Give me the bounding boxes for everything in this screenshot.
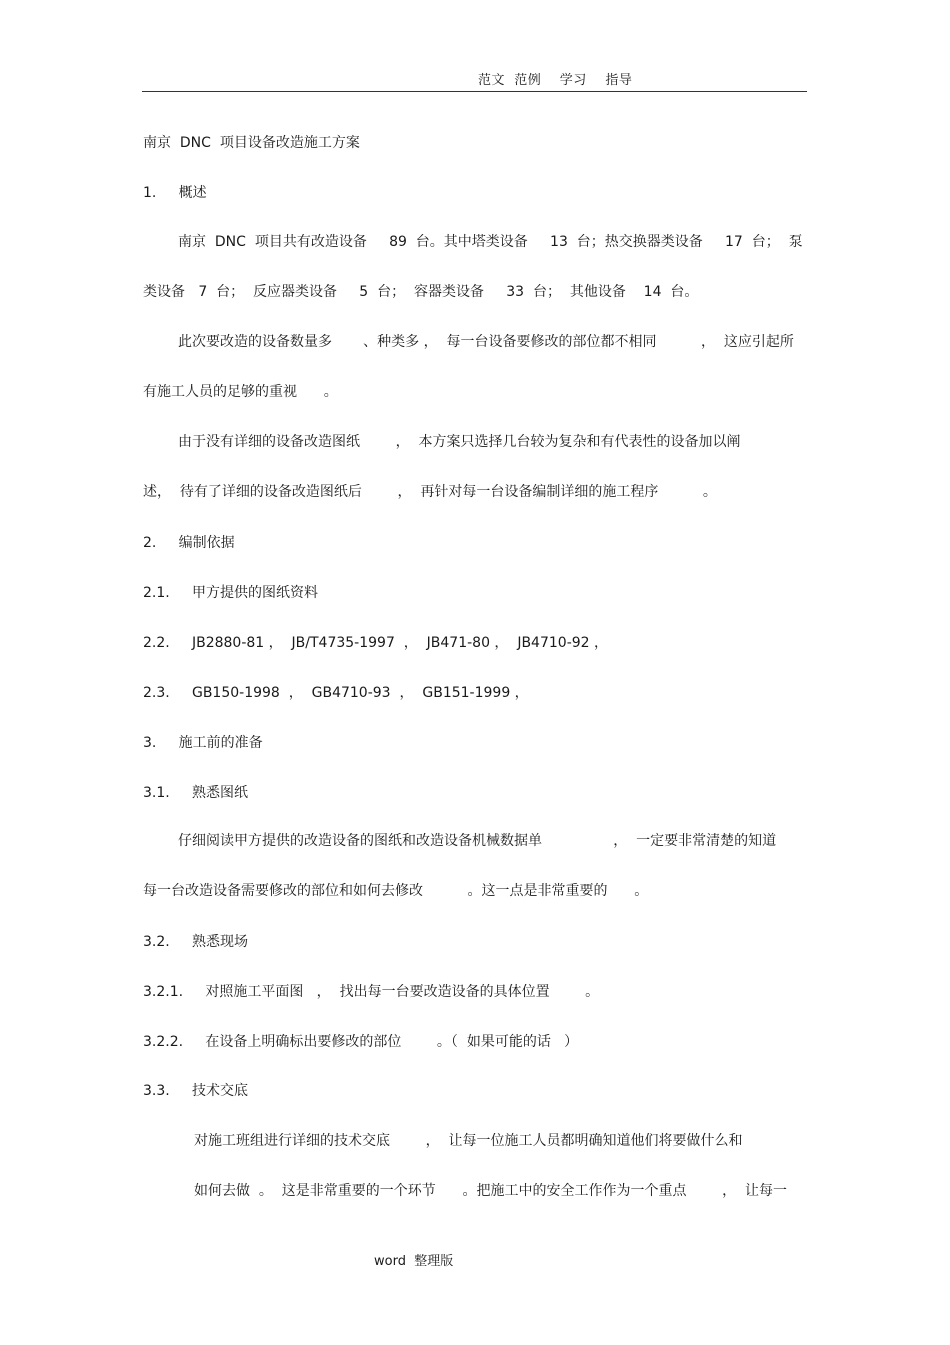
paragraph-line: 对施工班组进行详细的技术交底 ， 让每一位施工人员都明确知道他们将要做什么和: [194, 1133, 743, 1149]
section-heading: 1. 概述: [143, 185, 207, 201]
paragraph-line: 此次要改造的设备数量多 、种类多 ， 每一台设备要修改的部位都不相同 ， 这应引起所: [178, 334, 794, 350]
paragraph-line: 每一台改造设备需要修改的部位和如何去修改 。这一点是非常重要的 。: [143, 883, 649, 899]
page-header: 范文 范例 学习 指导: [478, 73, 633, 88]
paragraph-line: 有施工人员的足够的重视 。: [143, 384, 338, 400]
subsection-heading: 3.1. 熟悉图纸: [143, 785, 248, 801]
page-footer: word 整理版: [374, 1254, 454, 1269]
paragraph-line: 述， 待有了详细的设备改造图纸后 ， 再针对每一台设备编制详细的施工程序 。: [143, 484, 717, 500]
header-divider: [142, 91, 807, 92]
subsection-heading: 3.2.2. 在设备上明确标出要修改的部位 。（ 如果可能的话 ）: [143, 1034, 579, 1050]
paragraph-line: 由于没有详细的设备改造图纸 ， 本方案只选择几台较为复杂和有代表性的设备加以阐: [178, 434, 741, 450]
section-heading: 2. 编制依据: [143, 535, 235, 551]
paragraph-line: 仔细阅读甲方提供的改造设备的图纸和改造设备机械数据单 ， 一定要非常清楚的知道: [178, 833, 777, 849]
paragraph-line: 如何去做 。 这是非常重要的一个环节 。把施工中的安全工作作为一个重点 ， 让每一: [194, 1183, 788, 1199]
subsection-heading: 3.2. 熟悉现场: [143, 934, 248, 950]
subsection-heading: 2.1. 甲方提供的图纸资料: [143, 585, 318, 601]
paragraph-line: 类设备 7 台； 反应器类设备 5 台； 容器类设备 33 台； 其他设备 14 台。: [143, 284, 699, 300]
subsection-heading: 3.3. 技术交底: [143, 1083, 248, 1099]
paragraph-line: 南京 DNC 项目共有改造设备 89 台。其中塔类设备 13 台；热交换器类设备 17 台； 泵: [178, 234, 803, 250]
subsection-heading: 2.3. GB150-1998 ， GB4710-93 ， GB151-1999 ，: [143, 685, 529, 701]
document-title: 南京 DNC 项目设备改造施工方案: [143, 135, 360, 151]
subsection-heading: 2.2. JB2880-81 ， JB/T4735-1997 ， JB471-80 ， JB4710-92 ，: [143, 635, 609, 651]
section-heading: 3. 施工前的准备: [143, 735, 263, 751]
subsection-heading: 3.2.1. 对照施工平面图 ， 找出每一台要改造设备的具体位置 。: [143, 984, 600, 1000]
